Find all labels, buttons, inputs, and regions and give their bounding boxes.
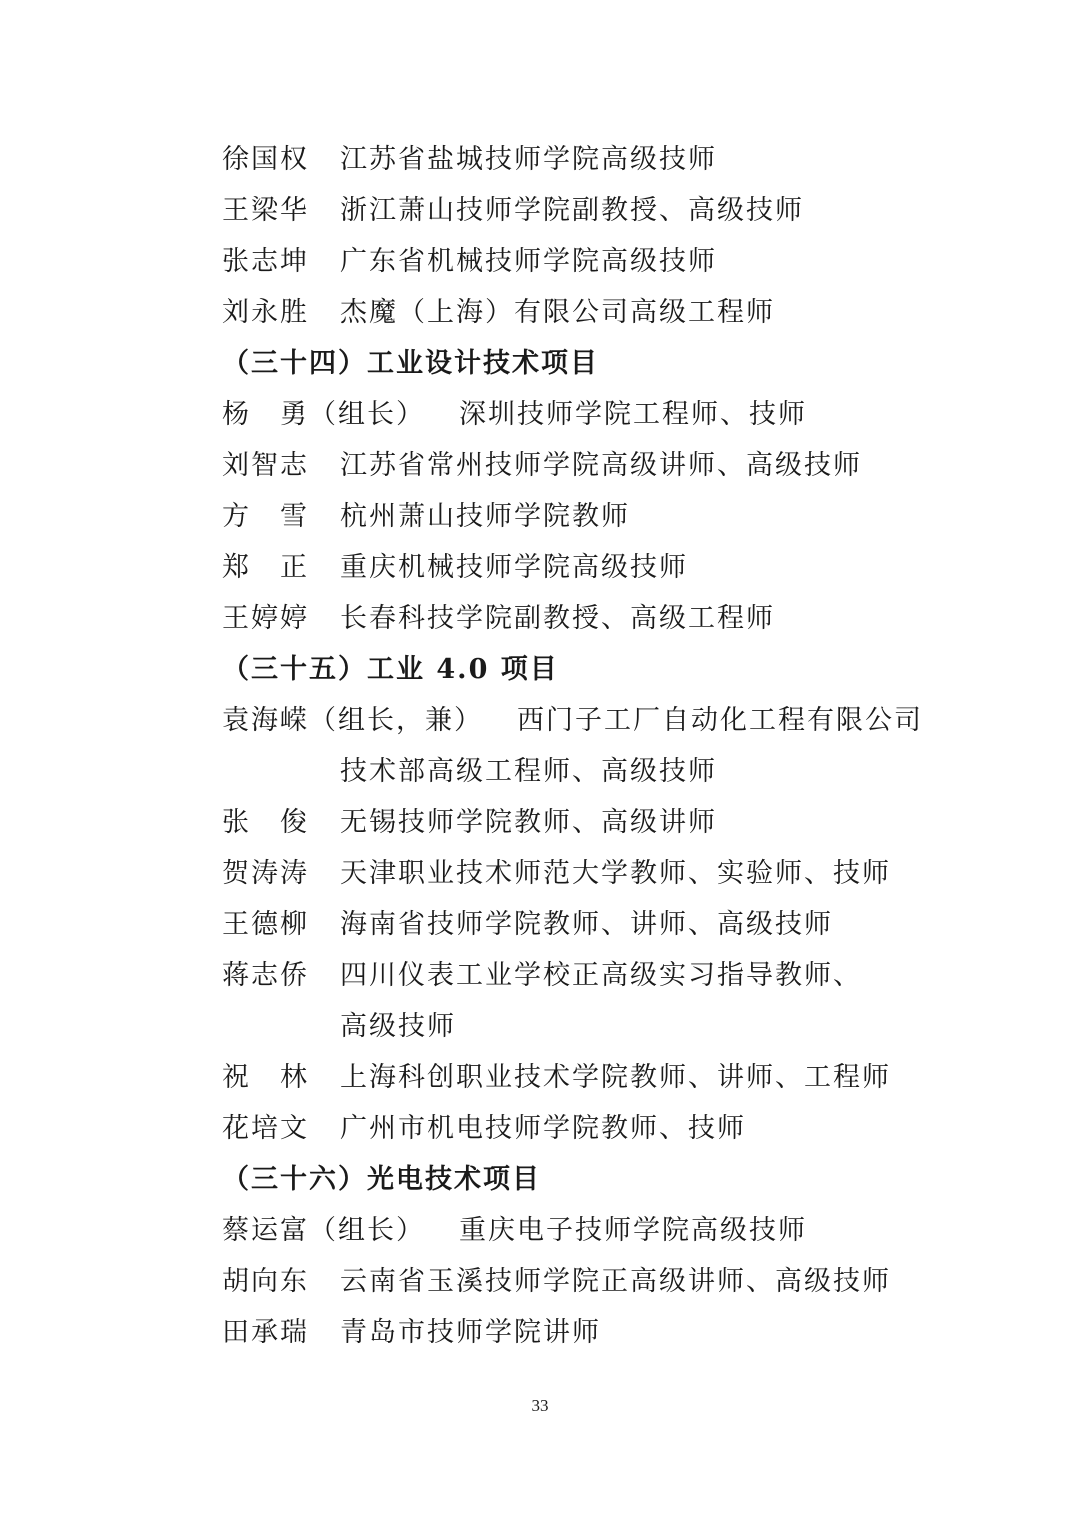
member-affiliation: 天津职业技术师范大学教师、实验师、技师: [340, 858, 891, 889]
member-line: [222, 806, 717, 840]
section-heading: （三十五）工业 4.0 项目: [222, 654, 559, 685]
member-line: [222, 1112, 746, 1146]
member-line: [222, 296, 775, 330]
member-name: 王德柳: [222, 909, 309, 940]
section-heading: （三十四）工业设计技术项目: [222, 348, 599, 379]
member-line: [222, 449, 862, 483]
member-line: [222, 551, 688, 585]
member-affiliation: 浙江萧山技师学院副教授、高级技师: [340, 195, 804, 226]
member-affiliation: 广东省机械技师学院高级技师: [340, 246, 717, 277]
leader-line: [222, 398, 807, 432]
member-name: 胡向东: [222, 1266, 309, 1297]
leader-name: 杨 勇（组长）: [222, 399, 425, 430]
member-name: 花培文: [222, 1113, 309, 1144]
member-line: [222, 194, 804, 228]
member-name: 郑 正: [222, 552, 309, 583]
member-name: 贺涛涛: [222, 858, 309, 889]
member-affiliation: 四川仪表工业学校正高级实习指导教师、: [340, 960, 862, 991]
member-line: [222, 1316, 601, 1350]
member-affiliation: 青岛市技师学院讲师: [340, 1317, 601, 1348]
member-name: 方 雪: [222, 501, 309, 532]
member-affiliation: 长春科技学院副教授、高级工程师: [340, 603, 775, 634]
member-line: [222, 1061, 891, 1095]
leader-line: [222, 704, 923, 738]
member-line: [222, 1265, 891, 1299]
leader-affiliation: 西门子工厂自动化工程有限公司: [517, 705, 923, 736]
member-affiliation: 江苏省常州技师学院高级讲师、高级技师: [340, 450, 862, 481]
member-name: 徐国权: [222, 144, 309, 175]
member-name: 蒋志侨: [222, 960, 309, 991]
leader-line: [222, 1214, 807, 1248]
member-affiliation: 海南省技师学院教师、讲师、高级技师: [340, 909, 833, 940]
member-line: [222, 959, 862, 993]
member-line: [222, 143, 717, 177]
leader-name: 袁海嵘（组长，兼）: [222, 705, 483, 736]
member-name: 张 俊: [222, 807, 309, 838]
member-line: [222, 245, 717, 279]
member-affiliation: 杰魔（上海）有限公司高级工程师: [340, 297, 775, 328]
page-number: 33: [531, 1396, 549, 1415]
leader-affiliation: 重庆电子技师学院高级技师: [459, 1215, 807, 1246]
leader-name: 蔡运富（组长）: [222, 1215, 425, 1246]
member-affiliation: 重庆机械技师学院高级技师: [340, 552, 688, 583]
member-name: 田承瑞: [222, 1317, 309, 1348]
member-line: [222, 602, 775, 636]
member-name: 王梁华: [222, 195, 309, 226]
leader-affiliation-cont: 技术部高级工程师、高级技师: [340, 756, 717, 787]
member-affiliation: 杭州萧山技师学院教师: [340, 501, 630, 532]
member-name: 王婷婷: [222, 603, 309, 634]
member-line: [222, 500, 630, 534]
member-name: 张志坤: [222, 246, 309, 277]
member-affiliation: 广州市机电技师学院教师、技师: [340, 1113, 746, 1144]
member-affiliation: 江苏省盐城技师学院高级技师: [340, 144, 717, 175]
leader-affiliation: 深圳技师学院工程师、技师: [459, 399, 807, 430]
member-affiliation: 无锡技师学院教师、高级讲师: [340, 807, 717, 838]
member-name: 刘智志: [222, 450, 309, 481]
section-heading: （三十六）光电技术项目: [222, 1164, 541, 1195]
member-affiliation-cont: 高级技师: [340, 1011, 456, 1042]
member-name: 祝 林: [222, 1062, 309, 1093]
member-line: [222, 857, 891, 891]
member-affiliation: 云南省玉溪技师学院正高级讲师、高级技师: [340, 1266, 891, 1297]
member-line: [222, 908, 833, 942]
member-affiliation: 上海科创职业技术学院教师、讲师、工程师: [340, 1062, 891, 1093]
member-name: 刘永胜: [222, 297, 309, 328]
